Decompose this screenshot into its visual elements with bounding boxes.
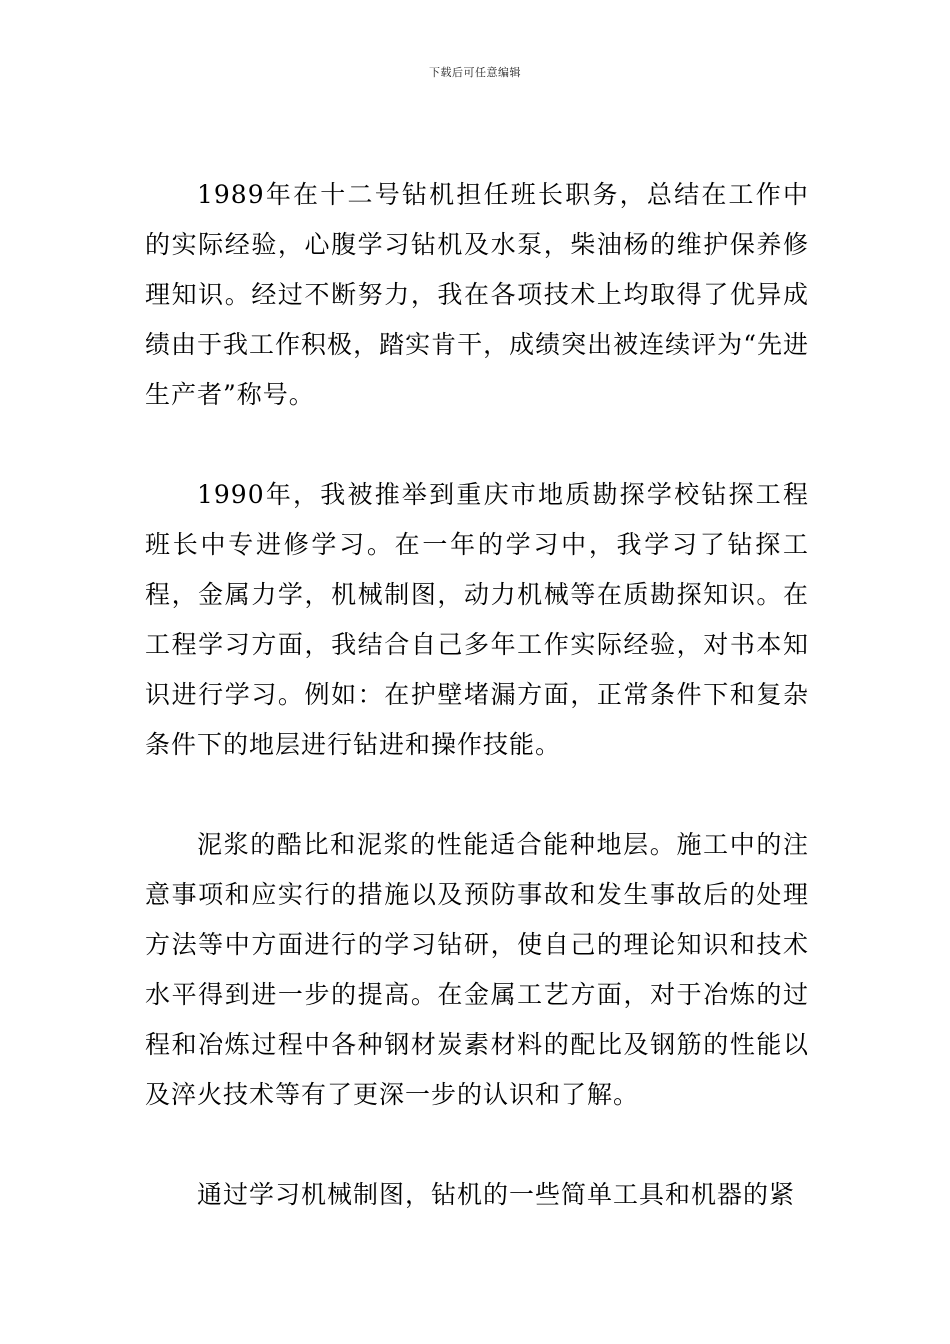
paragraph-2: 1990年，我被推举到重庆市地质勘探学校钻探工程班长中专进修学习。在一年的学习中，我学习了钻探工程，金属力学，机械制图，动力机械等在质勘探知识。在工程学习方面，我结合自己多年工作实际经验，对书本知识进行学习。例如：在护壁堵漏方面，正常条件下和复杂条件下的地层进行钻进和操作技能。 [145,480,809,759]
page-header-note: 下载后可任意编辑 [429,66,521,79]
paragraph-spacer [145,1120,809,1170]
paragraph-1: 1989年在十二号钻机担任班长职务，总结在工作中的实际经验，心腹学习钻机及水泵，柴油杨的维护保养修理知识。经过不断努力，我在各项技术上均取得了优异成绩由于我工作积极，踏实肯干，成绩突出被连续评为“先进生产者”称号。 [145,180,809,409]
paragraph-spacer [145,770,809,820]
document-body [145,170,809,1220]
paragraph-3: 泥浆的酷比和泥浆的性能适合能种地层。施工中的注意事项和应实行的措施以及预防事故和发生事故后的处理方法等中方面进行的学习钻研，使自己的理论知识和技术水平得到进一步的提高。在金属工艺方面，对于冶炼的过程和冶炼过程中各种钢材炭素材料的配比及钢筋的性能以及淬火技术等有了更深一步的认识和了解。 [145,830,809,1109]
paragraph-4: 通过学习机械制图，钻机的一些简单工具和机器的紧 [197,1180,796,1209]
paragraph-spacer [145,420,809,470]
